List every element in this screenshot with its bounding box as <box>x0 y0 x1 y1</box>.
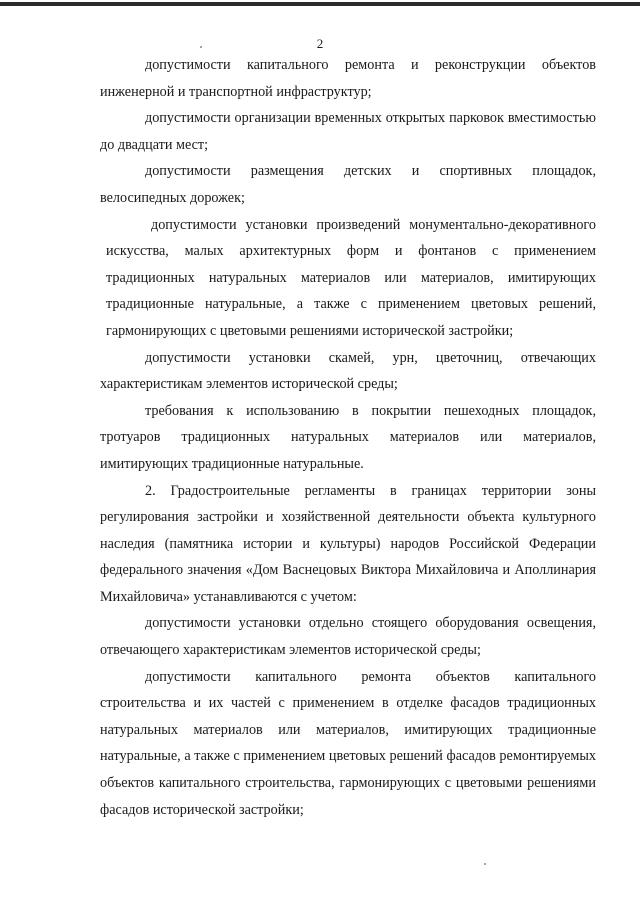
paragraph-playgrounds: допустимости размещения детских и спортивных площадок, велосипедных дорожек; <box>100 163 596 206</box>
scan-speck <box>484 863 486 865</box>
paragraph-monumental-art: допустимости установки произведений монументально-декоративного искусства, малых архитектурных форм и фонтанов с применением традиционных натуральных материалов или материалов, имитирующих традиционные натуральные, а также с применением цветовых решений, гармонирующих с цветовыми решениями исторической застройки; <box>106 216 596 339</box>
paragraph-engineering-infrastructure: допустимости капитального ремонта и реконструкции объектов инженерной и транспортной инфраструктур; <box>100 57 596 100</box>
page-number: 2 <box>316 36 324 51</box>
scan-speck <box>200 46 202 48</box>
paragraph-section-2-intro: 2. Градостроительные регламенты в границах территории зоны регулирования застройки и хозяйственной деятельности объекта культурного наследия (памятника истории и культуры) народов Российской Федерации федерального значения «Дом Васнецовых Виктора Михайловича и Аполлинария Михайловича» устанавливаются с учетом: <box>100 482 596 605</box>
top-border-line <box>0 2 640 6</box>
document-body <box>100 52 596 823</box>
paragraph-lighting: допустимости установки отдельно стоящего оборудования освещения, отвечающего характеристикам элементов исторической среды; <box>100 615 596 659</box>
paragraph-capital-repair: допустимости капитального ремонта объектов капитального строительства и их частей с применением в отделке фасадов традиционных натуральных материалов или материалов, имитирующих традиционные натуральные, а также с применением цветовых решений фасадов ремонтируемых объектов капитального строительства, гармонирующих с цветовыми решениями фасадов исторической застройки; <box>100 668 596 818</box>
paragraph-pavement-requirements: требования к использованию в покрытии пешеходных площадок, тротуаров традиционных натуральных материалов или материалов, имитирующих традиционные натуральные. <box>100 402 596 472</box>
paragraph-benches: допустимости установки скамей, урн, цветочниц, отвечающих характеристикам элементов исторической среды; <box>100 349 596 393</box>
paragraph-temporary-parking: допустимости организации временных открытых парковок вместимостью до двадцати мест; <box>100 110 596 153</box>
